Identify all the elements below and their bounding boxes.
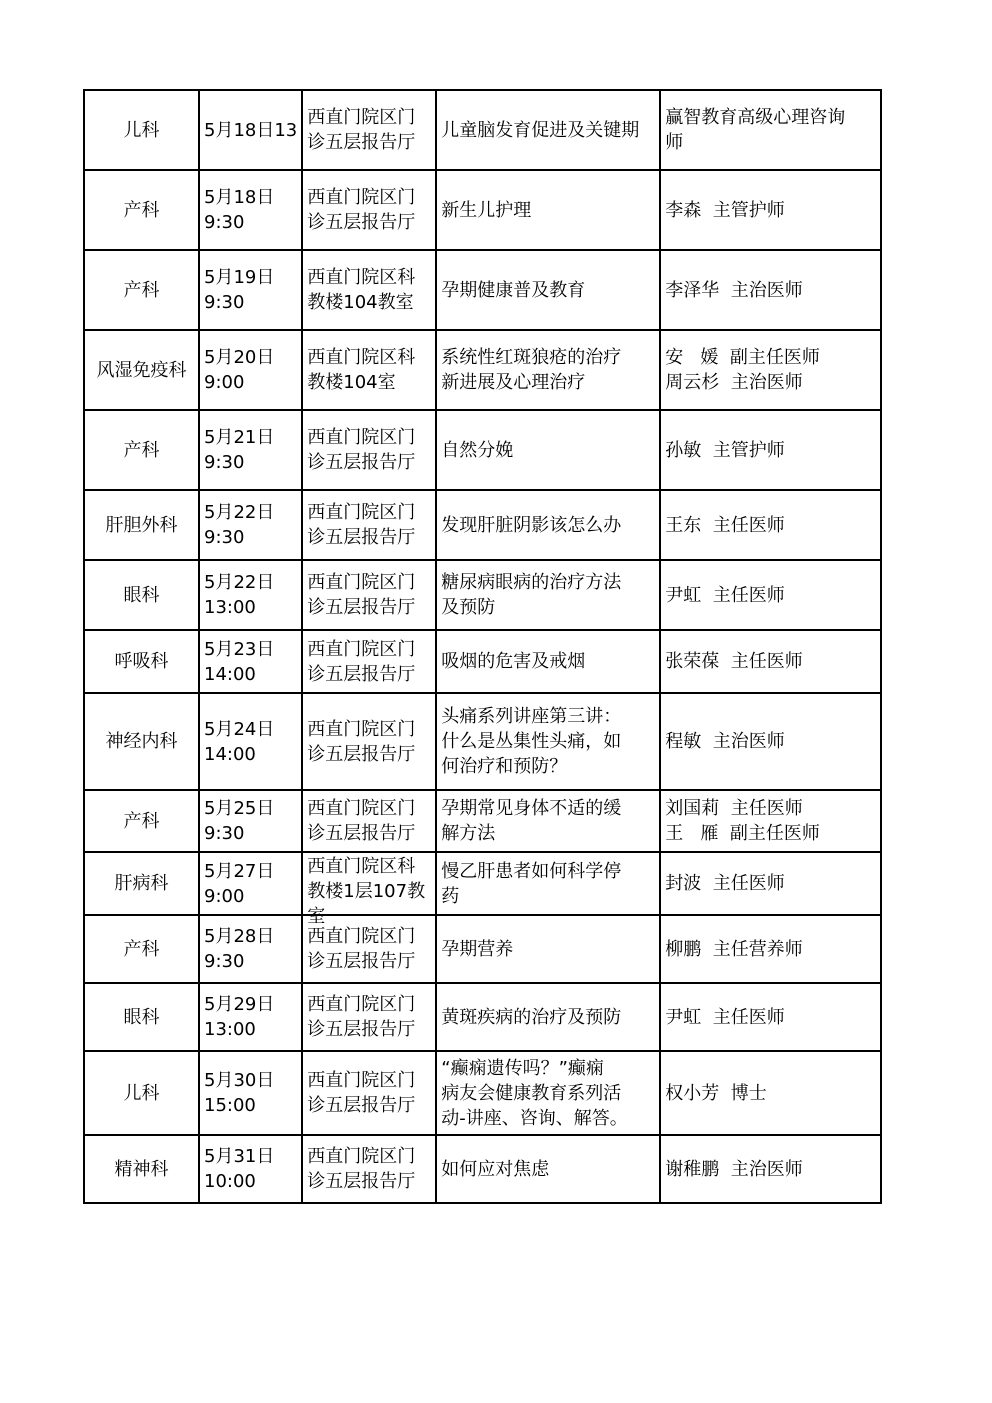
speaker-line: 王东 主任医师: [665, 514, 785, 536]
speaker-line: 李森 主管护师: [665, 199, 785, 221]
speaker-line: 安 媛 副主任医师: [665, 347, 820, 368]
venue-cell: [302, 983, 436, 1051]
table-row: [84, 490, 881, 560]
datetime-line: 5月23日: [204, 638, 275, 660]
department-cell: 眼科: [84, 983, 199, 1051]
speaker-line: 周云杉 主治医师: [665, 372, 803, 393]
speaker-cell: [660, 790, 881, 852]
datetime-line: 13:00: [204, 597, 256, 618]
speaker-cell: [660, 560, 881, 630]
speaker-cell: [660, 693, 881, 790]
venue-cell: [302, 790, 436, 852]
department-cell: 风湿免疫科: [84, 330, 199, 410]
venue-line: 诊五层报告厅: [307, 132, 416, 153]
venue-cell: [302, 330, 436, 410]
schedule-body: [84, 90, 881, 1203]
datetime-line: 5月28日: [204, 926, 275, 947]
speaker-cell: [660, 330, 881, 410]
speaker-line: 师: [665, 132, 684, 153]
topic-cell: [436, 983, 660, 1051]
datetime-line: 5月20日: [204, 347, 275, 368]
topic-line: 自然分娩: [441, 439, 514, 461]
datetime-cell: [199, 170, 302, 250]
table-row: [84, 983, 881, 1051]
speaker-cell: [660, 630, 881, 693]
topic-cell: [436, 852, 660, 915]
venue-line: 室: [307, 906, 326, 927]
table-row: [84, 410, 881, 490]
datetime-line: 5月31日: [204, 1146, 275, 1167]
table-row: [84, 852, 881, 915]
datetime-cell: [199, 1051, 302, 1135]
venue-cell: [302, 693, 436, 790]
department-cell: 产科: [84, 250, 199, 330]
venue-line: 诊五层报告厅: [307, 212, 416, 233]
venue-cell: [302, 250, 436, 330]
table-row: [84, 1135, 881, 1203]
speaker-cell: [660, 915, 881, 983]
department-cell: 肝胆外科: [84, 490, 199, 560]
venue-line: 西直门院区门: [307, 798, 416, 819]
datetime-cell: [199, 630, 302, 693]
department-cell: 产科: [84, 915, 199, 983]
topic-cell: [436, 330, 660, 410]
venue-cell: [302, 1051, 436, 1135]
venue-cell: [302, 560, 436, 630]
venue-line: 诊五层报告厅: [307, 743, 416, 765]
speaker-line: 权小芳 博士: [665, 1082, 767, 1104]
venue-line: 诊五层报告厅: [307, 1171, 416, 1192]
speaker-line: 程敏 主治医师: [665, 731, 785, 752]
table-row: [84, 790, 881, 852]
venue-line: 西直门院区门: [307, 926, 416, 947]
datetime-cell: [199, 1135, 302, 1203]
venue-line: 诊五层报告厅: [307, 1019, 416, 1040]
venue-line: 诊五层报告厅: [307, 1095, 416, 1116]
speaker-line: 张荣葆 主任医师: [665, 651, 803, 672]
topic-cell: [436, 490, 660, 560]
datetime-line: 5月22日: [204, 502, 275, 523]
venue-line: 西直门院区门: [307, 572, 416, 593]
topic-line: 病友会健康教育系列活: [441, 1082, 622, 1104]
venue-line: 西直门院区科: [307, 267, 416, 288]
venue-line: 诊五层报告厅: [307, 823, 416, 844]
datetime-line: 5月30日: [204, 1070, 275, 1091]
topic-line: 孕期常见身体不适的缓: [441, 798, 622, 819]
table-row: [84, 693, 881, 790]
venue-line: 西直门院区门: [307, 502, 416, 523]
datetime-line: 5月29日: [204, 994, 275, 1015]
datetime-line: 5月22日: [204, 572, 275, 593]
datetime-line: 9:30: [204, 951, 245, 972]
topic-line: 动-讲座、咨询、解答。: [441, 1107, 628, 1129]
topic-line: 慢乙肝患者如何科学停: [441, 860, 622, 882]
datetime-line: 13:00: [204, 1019, 256, 1040]
datetime-line: 5月27日: [204, 860, 275, 882]
topic-line: 系统性红斑狼疮的治疗: [441, 347, 622, 368]
venue-cell: [302, 90, 436, 170]
speaker-cell: [660, 410, 881, 490]
datetime-line: 15:00: [204, 1095, 256, 1116]
datetime-line: 9:00: [204, 372, 245, 393]
table-row: [84, 170, 881, 250]
venue-line: 西直门院区门: [307, 718, 416, 740]
department-cell: 眼科: [84, 560, 199, 630]
datetime-cell: [199, 983, 302, 1051]
datetime-line: 5月18日13: [204, 119, 298, 141]
speaker-line: 赢智教育高级心理咨询: [665, 107, 846, 128]
table-row: [84, 250, 881, 330]
speaker-line: 孙敏 主管护师: [665, 439, 785, 461]
venue-cell: [302, 852, 436, 927]
topic-cell: [436, 1135, 660, 1203]
topic-line: 新进展及心理治疗: [441, 372, 586, 393]
topic-line: 孕期健康普及教育: [441, 279, 586, 301]
department-cell: 儿科: [84, 90, 199, 170]
table-row: [84, 90, 881, 170]
datetime-cell: [199, 410, 302, 490]
speaker-cell: [660, 1051, 881, 1135]
datetime-cell: [199, 560, 302, 630]
venue-cell: [302, 410, 436, 490]
venue-cell: [302, 490, 436, 560]
venue-line: 西直门院区科: [307, 856, 416, 877]
venue-line: 教楼104室: [307, 372, 396, 393]
datetime-line: 9:30: [204, 212, 245, 233]
topic-line: 吸烟的危害及戒烟: [441, 651, 586, 672]
datetime-line: 9:30: [204, 292, 245, 313]
datetime-cell: [199, 852, 302, 915]
topic-line: 发现肝脏阴影该怎么办: [441, 514, 622, 536]
speaker-line: 李泽华 主治医师: [665, 279, 803, 301]
datetime-cell: [199, 330, 302, 410]
topic-line: 糖尿病眼病的治疗方法: [441, 572, 622, 593]
datetime-line: 5月24日: [204, 718, 275, 740]
lecture-schedule-table: [83, 89, 882, 1204]
table-row: [84, 915, 881, 983]
speaker-line: 尹虹 主任医师: [665, 1006, 785, 1028]
venue-cell: [302, 170, 436, 250]
venue-line: 西直门院区门: [307, 638, 416, 660]
department-cell: 神经内科: [84, 693, 199, 790]
department-cell: 产科: [84, 170, 199, 250]
speaker-line: 尹虹 主任医师: [665, 584, 785, 606]
venue-line: 西直门院区门: [307, 187, 416, 208]
venue-line: 西直门院区门: [307, 427, 416, 448]
speaker-cell: [660, 983, 881, 1051]
speaker-line: 柳鹏 主任营养师: [665, 938, 803, 960]
venue-cell: [302, 1135, 436, 1203]
department-cell: 儿科: [84, 1051, 199, 1135]
topic-line: 药: [441, 885, 460, 907]
datetime-line: 9:30: [204, 527, 245, 548]
datetime-line: 5月19日: [204, 267, 275, 288]
speaker-line: 封波 主任医师: [665, 873, 785, 894]
table-row: [84, 560, 881, 630]
topic-line: 如何应对焦虑: [441, 1158, 550, 1180]
speaker-line: 谢稚鹏 主治医师: [665, 1158, 803, 1180]
speaker-cell: [660, 1135, 881, 1203]
speaker-cell: [660, 490, 881, 560]
venue-line: 西直门院区门: [307, 1146, 416, 1167]
department-cell: 呼吸科: [84, 630, 199, 693]
department-cell: 产科: [84, 790, 199, 852]
datetime-line: 9:30: [204, 823, 245, 844]
venue-line: 教楼1层107教: [307, 881, 426, 902]
table-row: [84, 1051, 881, 1135]
department-cell: 精神科: [84, 1135, 199, 1203]
topic-line: 头痛系列讲座第三讲：: [441, 706, 622, 727]
venue-line: 教楼104教室: [307, 292, 414, 313]
department-cell: 产科: [84, 410, 199, 490]
topic-cell: [436, 1051, 660, 1135]
topic-cell: [436, 693, 660, 790]
topic-line: 儿童脑发育促进及关键期: [441, 119, 640, 141]
topic-cell: [436, 630, 660, 693]
topic-line: 及预防: [441, 597, 496, 618]
topic-cell: [436, 410, 660, 490]
datetime-cell: [199, 790, 302, 852]
topic-line: “癫痫遗传吗？”癫痫: [441, 1057, 604, 1079]
venue-line: 诊五层报告厅: [307, 597, 416, 618]
table-row: [84, 330, 881, 410]
speaker-cell: [660, 852, 881, 915]
topic-line: 孕期营养: [441, 938, 514, 960]
venue-line: 诊五层报告厅: [307, 452, 416, 473]
speaker-line: 王 雁 副主任医师: [665, 823, 820, 844]
venue-line: 西直门院区门: [307, 994, 416, 1015]
datetime-line: 5月18日: [204, 187, 275, 208]
datetime-line: 14:00: [204, 663, 256, 685]
speaker-cell: [660, 90, 881, 170]
venue-cell: [302, 915, 436, 983]
topic-cell: [436, 915, 660, 983]
topic-line: 黄斑疾病的治疗及预防: [441, 1006, 622, 1028]
topic-line: 什么是丛集性头痛，如: [441, 731, 622, 752]
datetime-line: 10:00: [204, 1171, 256, 1192]
venue-line: 西直门院区科: [307, 347, 416, 368]
venue-line: 西直门院区门: [307, 1070, 416, 1091]
speaker-line: 刘国莉 主任医师: [665, 798, 803, 819]
datetime-line: 9:30: [204, 452, 245, 473]
speaker-cell: [660, 170, 881, 250]
department-cell: 肝病科: [84, 852, 199, 915]
venue-line: 诊五层报告厅: [307, 527, 416, 548]
table-row: [84, 630, 881, 693]
datetime-cell: [199, 915, 302, 983]
topic-cell: [436, 250, 660, 330]
venue-line: 诊五层报告厅: [307, 663, 416, 685]
speaker-cell: [660, 250, 881, 330]
datetime-cell: [199, 490, 302, 560]
topic-line: 新生儿护理: [441, 199, 532, 221]
venue-line: 诊五层报告厅: [307, 951, 416, 972]
topic-line: 解方法: [441, 823, 496, 844]
topic-line: 何治疗和预防？: [441, 756, 568, 777]
datetime-line: 14:00: [204, 743, 256, 765]
topic-cell: [436, 790, 660, 852]
topic-cell: [436, 170, 660, 250]
venue-line: 西直门院区门: [307, 107, 416, 128]
datetime-line: 9:00: [204, 885, 245, 907]
topic-cell: [436, 90, 660, 170]
datetime-cell: [199, 693, 302, 790]
venue-cell: [302, 630, 436, 693]
datetime-line: 5月25日: [204, 798, 275, 819]
topic-cell: [436, 560, 660, 630]
datetime-line: 5月21日: [204, 427, 275, 448]
datetime-cell: [199, 90, 302, 170]
datetime-cell: [199, 250, 302, 330]
